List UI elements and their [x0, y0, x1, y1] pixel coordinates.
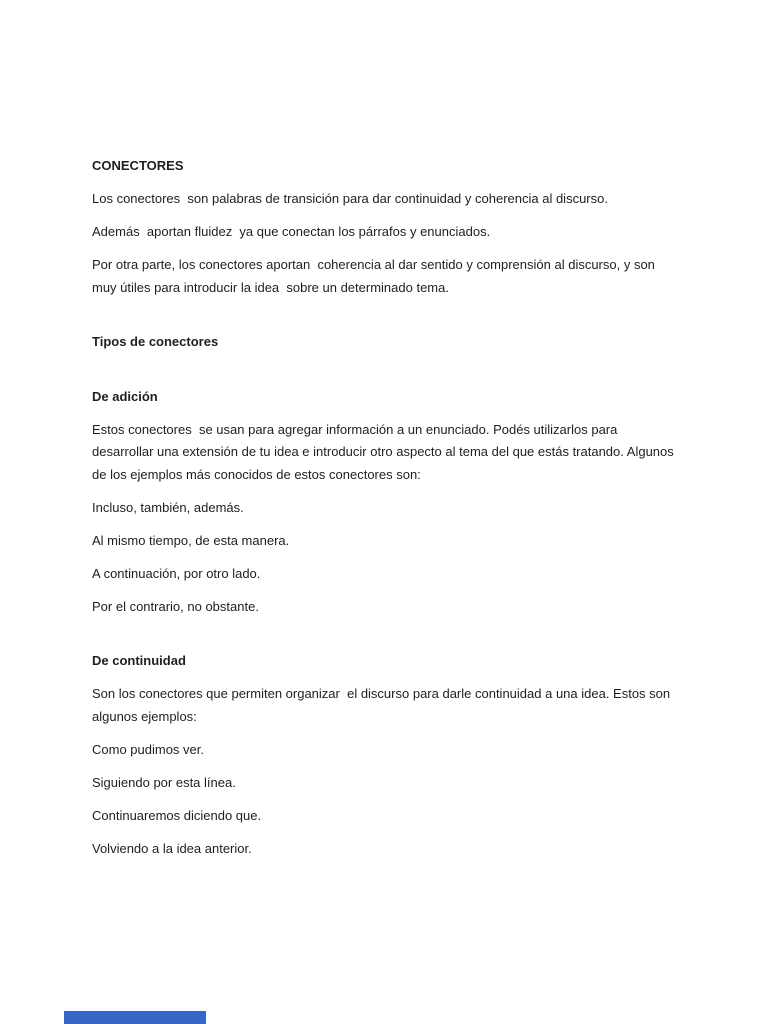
example-item: Continuaremos diciendo que.	[92, 807, 262, 823]
section-heading-continuidad: De continuidad	[92, 653, 186, 668]
section-description: Estos conectores se usan para agregar información a un enunciado. Podés utilizarlos para desarrollar una extensión de tu idea e introducir otro aspecto al tema del que estás tratando. Algunos de los ejemplos más conocidos de estos conectores son:	[92, 421, 678, 482]
intro-paragraph: Por otra parte, los conectores aportan coherencia al dar sentido y comprensión al discurso, y son muy útiles para introducir la idea sobre un determinado tema.	[92, 257, 663, 295]
example-item: Por el contrario, no obstante.	[92, 598, 259, 614]
example-item: Volviendo a la idea anterior.	[92, 840, 252, 856]
intro-paragraph: Los conectores son palabras de transición para dar continuidad y coherencia al discurso.	[92, 191, 608, 206]
example-item: Siguiendo por esta línea.	[92, 774, 236, 790]
footer-link-bar[interactable]	[64, 1011, 206, 1024]
example-item: Al mismo tiempo, de esta manera.	[92, 532, 290, 548]
section-description: Son los conectores que permiten organizar el discurso para darle continuidad a una idea. Estos son algunos ejemplos:	[92, 686, 674, 724]
example-item: Como pudimos ver.	[92, 741, 204, 757]
types-heading: Tipos de conectores	[92, 334, 219, 349]
example-item: Incluso, también, además.	[92, 499, 244, 515]
document-title: CONECTORES	[92, 158, 184, 173]
intro-paragraph: Además aportan fluidez ya que conectan los párrafos y enunciados.	[92, 224, 491, 239]
example-item: A continuación, por otro lado.	[92, 565, 261, 581]
section-heading-adicion: De adición	[92, 388, 158, 404]
